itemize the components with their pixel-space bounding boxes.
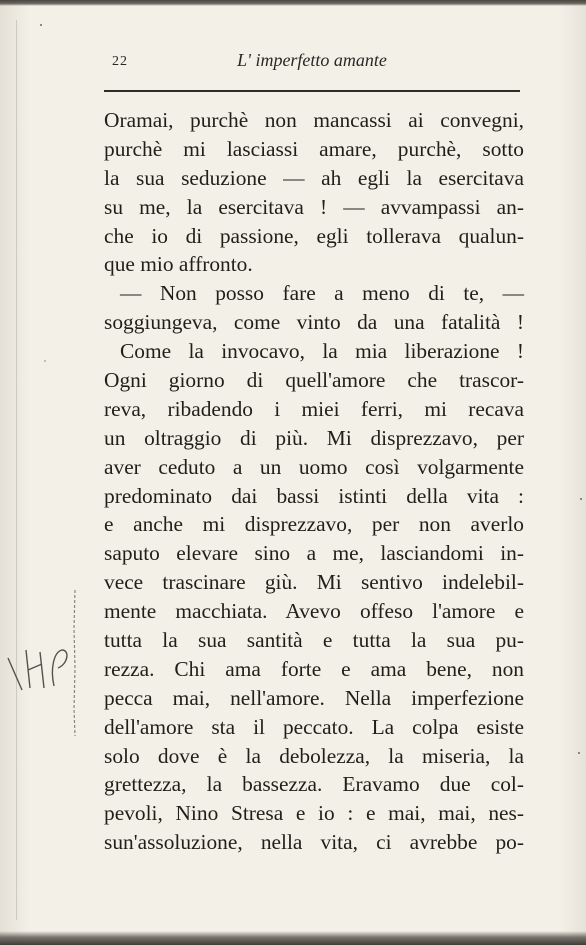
- text-line: vece trascinare giù. Mi sentivo indelebil-: [104, 570, 524, 595]
- paper-speck: [580, 498, 582, 500]
- header-rule: [104, 90, 520, 92]
- page-bottom-edge: [0, 931, 586, 945]
- body-text: [104, 106, 524, 857]
- paper-speck: [578, 752, 580, 754]
- text-line: purchè mi lasciassi amare, purchè, sotto: [104, 136, 524, 161]
- text-line: soggiungeva, come vinto da una fatalità !: [104, 310, 524, 335]
- text-line: grettezza, la bassezza. Eravamo due col-: [104, 772, 524, 797]
- text-line: aver ceduto a un uomo così volgarmente: [104, 454, 524, 479]
- page-number: 22: [112, 54, 128, 69]
- page-header: [104, 48, 520, 78]
- text-line: reva, ribadendo i miei ferri, mi recava: [104, 396, 524, 421]
- text-line: pecca mai, nell'amore. Nella imperfezione: [104, 685, 524, 710]
- handwritten-annotation-icon: [0, 628, 80, 708]
- text-line: tutta la sua santità e tutta la sua pu-: [104, 628, 524, 653]
- text-line: che io di passione, egli tollerava qualun-: [104, 223, 524, 248]
- running-title: L' imperfetto amante: [237, 50, 387, 70]
- text-line: saputo elevare sino a me, lasciandomi in-: [104, 541, 524, 566]
- text-line: rezza. Chi ama forte e ama bene, non: [104, 656, 524, 681]
- text-line: Come la invocavo, la mia liberazione !: [120, 339, 524, 364]
- text-line: sun'assoluzione, nella vita, ci avrebbe po-: [104, 830, 524, 855]
- page-top-edge: [0, 0, 586, 6]
- paper-speck: [44, 360, 46, 362]
- text-line: — Non posso fare a meno di te, —: [120, 281, 524, 306]
- text-line: la sua seduzione — ah egli la esercitava: [104, 165, 524, 190]
- text-line: que mio affronto.: [104, 252, 253, 277]
- paper-speck: [40, 24, 42, 26]
- text-line: mente macchiata. Avevo offeso l'amore e: [104, 599, 524, 624]
- page-gutter-line: [16, 20, 17, 920]
- text-line: dell'amore sta il peccato. La colpa esiste: [104, 714, 524, 739]
- text-line: su me, la esercitava ! — avvampassi an-: [104, 194, 524, 219]
- text-line: Oramai, purchè non mancassi ai convegni,: [104, 108, 524, 132]
- text-line: Ogni giorno di quell'amore che trascor-: [104, 368, 524, 393]
- text-line: predominato dai bassi istinti della vita :: [104, 483, 524, 508]
- text-line: e anche mi disprezzavo, per non averlo: [104, 512, 524, 537]
- text-line: un oltraggio di più. Mi disprezzavo, per: [104, 425, 524, 450]
- text-line: pevoli, Nino Stresa e io : e mai, mai, nes-: [104, 801, 524, 826]
- text-line: solo dove è la debolezza, la miseria, la: [104, 743, 524, 768]
